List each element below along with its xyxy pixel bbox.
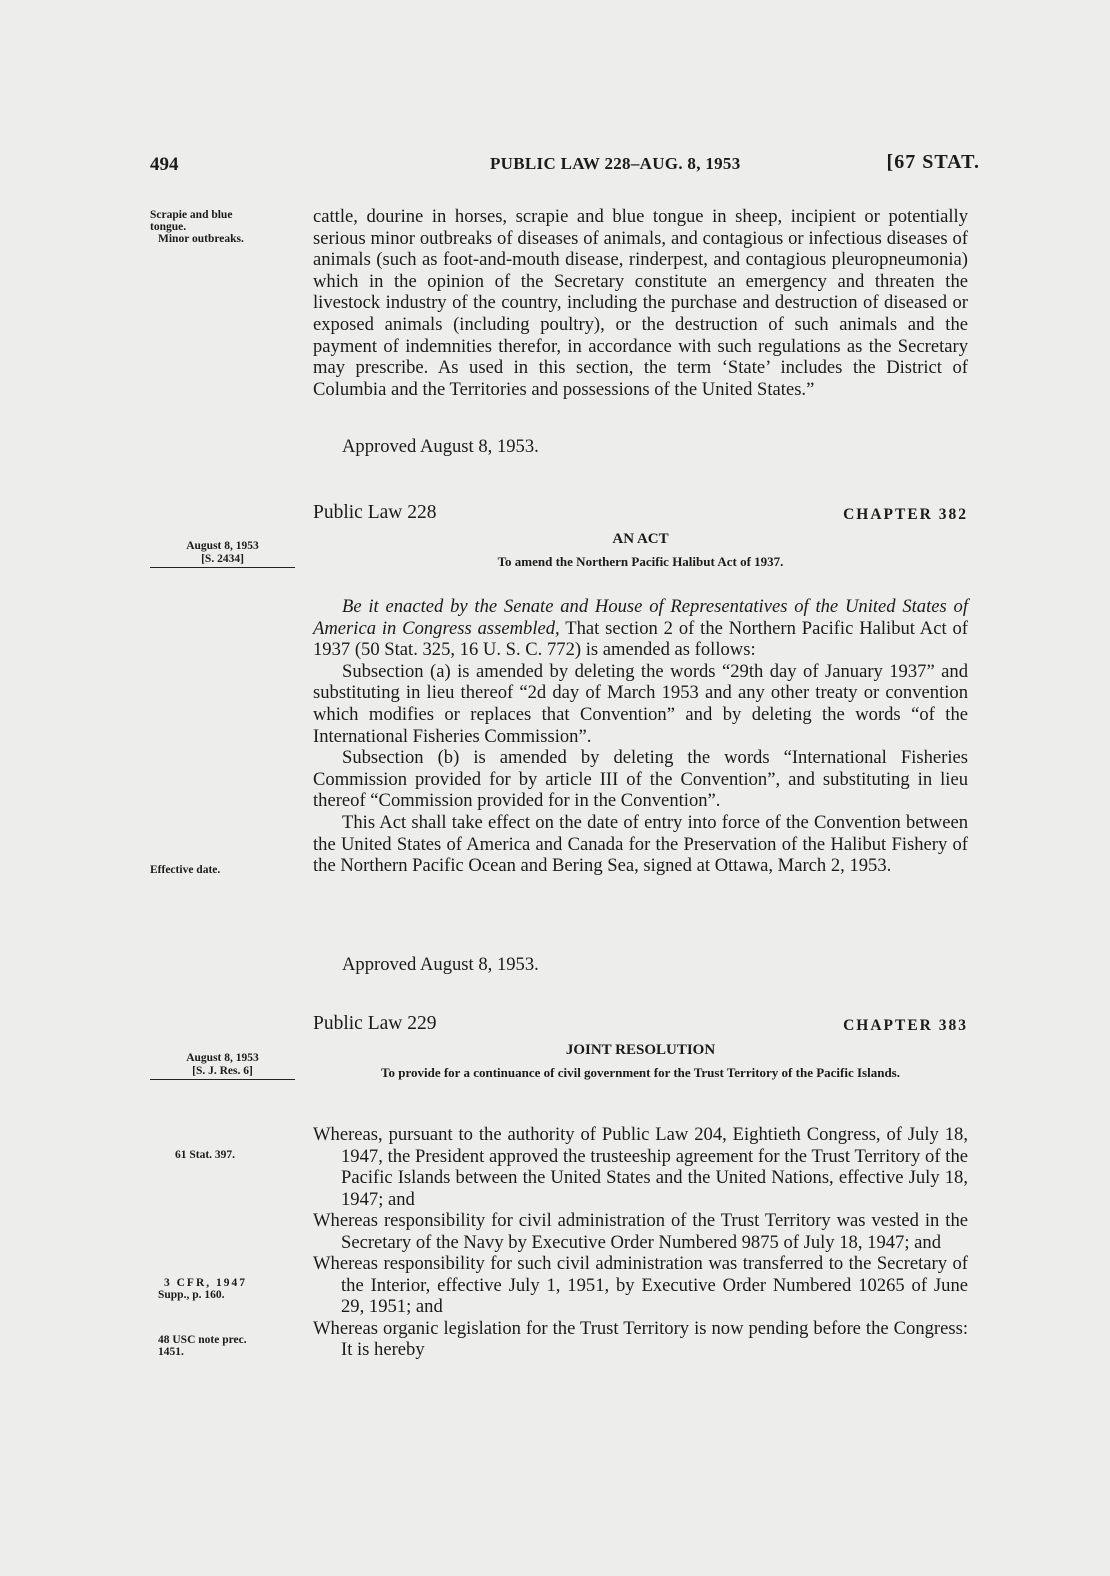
page-number: 494	[150, 154, 179, 175]
margin-note-effective-date: Effective date.	[150, 864, 221, 876]
subsection-a-paragraph: Subsection (a) is amended by deleting the words “29th day of January 1937” and substituting in lieu thereof “2d day of March 1953 and any other treaty or convention which modifies or replaces that Convention” and by deleting the words “of the International Fisheries Commission”.	[313, 660, 968, 747]
act-subtitle: To amend the Northern Pacific Halibut Act of 1937.	[497, 554, 784, 569]
resolution-subtitle: To provide for a continuance of civil government for the Trust Territory of the Pacific Islands.	[380, 1065, 900, 1080]
public-law-229-label: Public Law 229	[313, 1013, 437, 1034]
approval-line: Approved August 8, 1953.	[342, 954, 539, 975]
public-law-228-body	[313, 596, 968, 877]
approval-line: Approved August 8, 1953.	[342, 436, 539, 457]
page-header	[150, 151, 980, 180]
whereas-clauses	[313, 1124, 968, 1361]
margin-note-pl229-bill: [S. J. Res. 6]	[150, 1065, 295, 1080]
running-head: PUBLIC LAW 228–AUG. 8, 1953	[490, 154, 741, 173]
chapter-382-label: CHAPTER 382	[843, 506, 968, 523]
margin-note-usc-cite: 48 USC note prec. 1451.	[158, 1334, 247, 1358]
margin-note-pl228-bill: [S. 2434]	[150, 553, 295, 568]
whereas-clause: Whereas, pursuant to the authority of Public Law 204, Eightieth Congress, of July 18, 1947, the President approved the trusteeship agreement for the Trust Territory of the Pacific Islands between the United States and the United Nations, effective July 18, 1947; and	[313, 1124, 968, 1210]
effective-date-paragraph: This Act shall take effect on the date of entry into force of the Convention between the United States of America and Canada for the Preservation of the Halibut Fishery of the Northern Pacific Ocean and Bering Sea, signed at Ottawa, March 2, 1953.	[313, 811, 968, 877]
margin-note-stat-cite: 61 Stat. 397.	[175, 1149, 236, 1161]
margin-note-scrapie: Scrapie and blue tongue. Minor outbreaks.	[150, 209, 244, 245]
continued-section-text: cattle, dourine in horses, scrapie and blue tongue in sheep, incipient or potentially serious minor outbreaks of diseases of animals, and contagious or infectious diseases of animals (such as foot-and-mouth disease, rinderpest, and contagious pleuropneumonia) which in the opinion of the Secretary constitute an emergency and threaten the livestock industry of the country, including the purchase and destruction of diseased or exposed animals (including poultry), or the destruction of such animals and the payment of indemnities therefor, in accordance with such regulations as the Secretary may prescribe. As used in this section, the term ‘State’ includes the District of Columbia and the Territories and possessions of the United States.”	[313, 206, 968, 400]
chapter-383-label: CHAPTER 383	[843, 1017, 968, 1034]
whereas-clause: Whereas organic legislation for the Trust Territory is now pending before the Congress: It is hereby	[313, 1317, 968, 1360]
enacting-clause: Be it enacted by the Senate and House of Representatives of the United States of America in Congress assembled, That section 2 of the Northern Pacific Halibut Act of 1937 (50 Stat. 325, 16 U. S. C. 772) is amended as follows:	[313, 596, 968, 661]
whereas-clause: Whereas responsibility for such civil administration was transferred to the Secretary of the Interior, effective July 1, 1951, by Executive Order Numbered 10265 of June 29, 1951; and	[313, 1253, 968, 1317]
resolution-title: JOINT RESOLUTION	[565, 1042, 716, 1058]
volume-citation: [67 STAT.	[886, 151, 980, 173]
margin-note-pl229-date: August 8, 1953	[186, 1052, 259, 1064]
margin-note-cfr-cite: 3 CFR, 1947 Supp., p. 160.	[158, 1277, 248, 1301]
subsection-b-paragraph: Subsection (b) is amended by deleting the words “International Fisheries Commission provided for by article III of the Convention”, and substituting in lieu thereof “Commission provided for in the Convention”.	[313, 747, 968, 812]
margin-note-pl228-date: August 8, 1953	[186, 540, 259, 552]
public-law-228-label: Public Law 228	[313, 502, 437, 523]
whereas-clause: Whereas responsibility for civil administration of the Trust Territory was vested in the Secretary of the Navy by Executive Order Numbered 9875 of July 18, 1947; and	[313, 1210, 968, 1253]
act-title: AN ACT	[612, 531, 669, 547]
